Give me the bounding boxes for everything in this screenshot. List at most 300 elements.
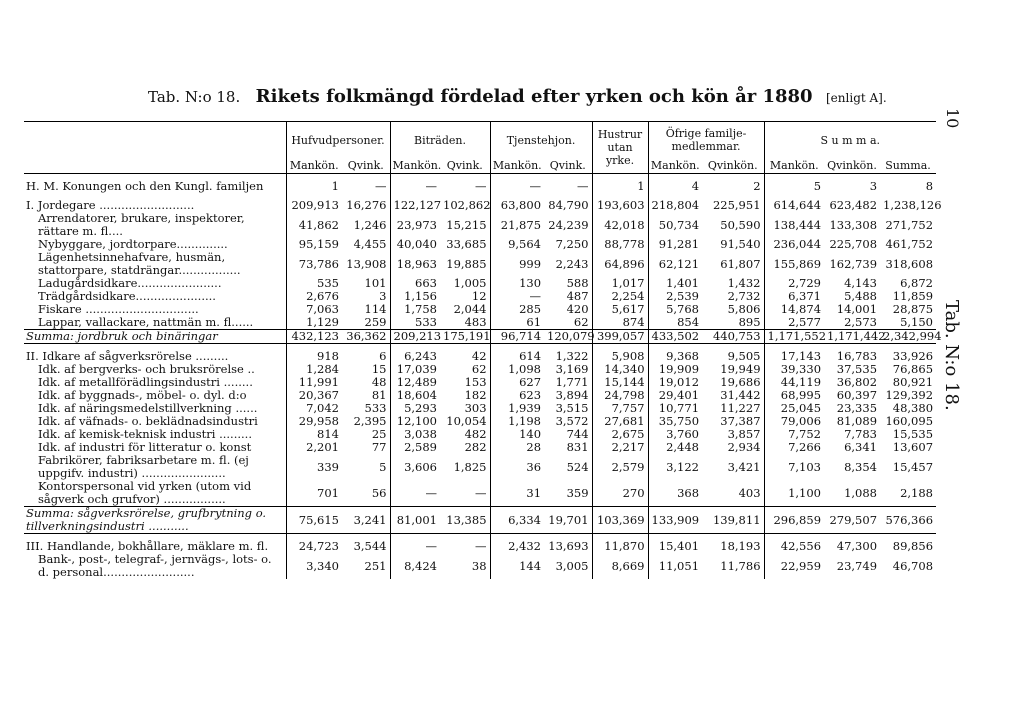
cell-value: 182 — [464, 388, 487, 402]
cell-value: 73,786 — [286, 251, 342, 277]
cell-value: 1,088 — [844, 485, 878, 500]
row-label: Idk. af bergverks- och bruksrörelse .. — [38, 362, 255, 376]
cell-value: 1,771 — [555, 375, 589, 389]
row-label: Idk. af metallförädlingsindustri ........ — [38, 375, 253, 389]
cell-value: 81,089 — [836, 414, 878, 428]
cell-value: 433,502 — [648, 330, 702, 344]
title-note: [enligt A]. — [826, 91, 887, 105]
cell-value: 1,246 — [353, 217, 387, 232]
cell-value: — — [490, 290, 544, 303]
header-hustrur: Hustrur utan yrke. — [592, 122, 648, 174]
cell-value: 2,675 — [592, 428, 648, 441]
cell-value: 359 — [566, 485, 589, 500]
cell-value: 483 — [464, 315, 487, 329]
cell-value: 432,123 — [286, 330, 342, 344]
cell-value: 368 — [648, 480, 702, 507]
cell-value: 339 — [286, 454, 342, 480]
title-main: Rikets folkmängd fördelad efter yrken och kön år 1880 — [255, 86, 813, 107]
cell-value: 3,544 — [353, 539, 387, 553]
cell-value: 7,063 — [286, 303, 342, 316]
cell-value: 12,489 — [390, 376, 440, 389]
cell-value: 102,862 — [443, 198, 491, 212]
row-label: Idk. af väfnads- o. beklädnadsindustri — [38, 414, 258, 428]
cell-value: 1,098 — [490, 363, 544, 376]
cell-value: 2,044 — [453, 302, 487, 316]
cell-value: 8,424 — [390, 553, 440, 579]
cell-value: 36,362 — [342, 330, 390, 344]
cell-value: 7,783 — [844, 427, 878, 441]
cell-value: 285 — [490, 303, 544, 316]
sub-mankon: Mankön. — [490, 158, 544, 174]
cell-value: 89,856 — [892, 539, 934, 553]
cell-value: 4,143 — [844, 276, 878, 290]
sub-mankon: Mankön. — [390, 158, 440, 174]
cell-value: 236,044 — [764, 238, 824, 251]
cell-value: 3,606 — [390, 454, 440, 480]
cell-value: 15,144 — [592, 376, 648, 389]
cell-value: 95,159 — [286, 238, 342, 251]
cell-value: 19,012 — [648, 376, 702, 389]
cell-value: 40,040 — [390, 238, 440, 251]
cell-value: 1,939 — [490, 402, 544, 415]
cell-value: 120,079 — [544, 330, 592, 344]
cell-value: — — [390, 180, 440, 193]
cell-value: 20,367 — [286, 389, 342, 402]
cell-value: 36,802 — [836, 375, 878, 389]
cell-value: 701 — [286, 480, 342, 507]
cell-value: — — [390, 540, 440, 553]
cell-value: 3 — [379, 289, 387, 303]
cell-value: 62 — [573, 315, 589, 329]
cell-value: 29,401 — [648, 389, 702, 402]
cell-value: 28,875 — [892, 302, 934, 316]
sub-qvink: Qvink. — [446, 159, 483, 172]
table-head — [24, 122, 936, 174]
cell-value: 271,752 — [885, 217, 934, 232]
cell-value: 614 — [490, 350, 544, 363]
cell-value: 420 — [566, 302, 589, 316]
cell-value: 63,800 — [490, 199, 544, 212]
cell-value: 533 — [390, 316, 440, 330]
cell-value: 2,188 — [900, 485, 934, 500]
sub-mankon: Mankön. — [764, 158, 824, 174]
cell-value: 37,387 — [720, 414, 761, 428]
cell-value: 6,334 — [490, 507, 544, 534]
cell-value: 28 — [490, 441, 544, 454]
cell-value: — — [375, 179, 387, 193]
cell-value: 1,171,552 — [764, 330, 824, 344]
cell-value: 8,354 — [844, 459, 878, 474]
cell-value: 84,790 — [548, 198, 589, 212]
cell-value: 160,095 — [885, 414, 934, 428]
cell-value: 1,322 — [555, 349, 589, 363]
cell-value: 5,806 — [727, 302, 761, 316]
cell-value: 153 — [464, 375, 487, 389]
cell-value: 3,760 — [648, 428, 702, 441]
cell-value: 27,681 — [592, 415, 648, 428]
cell-value: 79,006 — [764, 415, 824, 428]
sub-qvinkon: Qvinkön. — [827, 159, 877, 172]
cell-value: 3,857 — [727, 427, 761, 441]
cell-value: — — [577, 179, 589, 193]
table-row — [24, 553, 936, 579]
cell-value: 14,001 — [836, 302, 878, 316]
cell-value: 10,054 — [446, 414, 487, 428]
cell-value: 2,934 — [727, 440, 761, 454]
sub-mankon: Mankön. — [286, 158, 342, 174]
cell-value: 42,556 — [764, 540, 824, 553]
cell-value: 6,243 — [390, 350, 440, 363]
cell-value: 251 — [364, 558, 387, 573]
cell-value: 88,778 — [592, 238, 648, 251]
cell-value: 3,515 — [555, 401, 589, 415]
cell-value: 15,401 — [648, 540, 702, 553]
cell-value: 15,457 — [892, 459, 934, 474]
cell-value: 5,293 — [390, 402, 440, 415]
cell-value: 1,238,126 — [883, 198, 942, 212]
cell-value: 2,579 — [592, 454, 648, 480]
cell-value: 3,038 — [390, 428, 440, 441]
cell-value: — — [390, 480, 440, 507]
cell-value: 627 — [490, 376, 544, 389]
cell-value: 81,001 — [390, 507, 440, 534]
cell-value: 533 — [364, 401, 387, 415]
cell-value: 663 — [390, 277, 440, 290]
cell-value: 50,734 — [648, 212, 702, 238]
cell-value: 61,807 — [720, 256, 761, 271]
cell-value: 1,005 — [453, 276, 487, 290]
cell-value: 296,859 — [764, 507, 824, 534]
cell-value: 4,455 — [353, 237, 387, 251]
cell-value: 535 — [286, 277, 342, 290]
cell-value: 75,615 — [286, 507, 342, 534]
cell-value: 48,380 — [892, 401, 934, 415]
row-label: Trädgårdsidkare...................... — [38, 289, 216, 303]
row-label: Summa: sågverksrörelse, grufbrytning o. tillverkningsindustri ........... — [24, 507, 286, 534]
header-hufvud: Hufvudpersoner. — [286, 122, 390, 159]
cell-value: 25 — [371, 427, 387, 441]
row-label: Nybyggare, jordtorpare.............. — [38, 237, 228, 251]
cell-value: 614,644 — [764, 199, 824, 212]
table-title — [148, 86, 887, 107]
cell-value: 2,342,994 — [880, 330, 936, 344]
cell-value: 19,909 — [648, 363, 702, 376]
cell-value: 7,103 — [764, 454, 824, 480]
table-row — [24, 212, 936, 238]
cell-value: 48 — [371, 375, 387, 389]
cell-value: 2,217 — [592, 441, 648, 454]
cell-value: 11,051 — [648, 553, 702, 579]
cell-value: 103,369 — [592, 507, 648, 534]
cell-value: 7,266 — [764, 441, 824, 454]
cell-value: 482 — [464, 427, 487, 441]
cell-value: 11,227 — [720, 401, 761, 415]
cell-value: 91,281 — [648, 238, 702, 251]
cell-value: 831 — [566, 440, 589, 454]
cell-value: 24,239 — [548, 217, 589, 232]
cell-value: 11,859 — [892, 289, 934, 303]
cell-value: 38 — [471, 558, 487, 573]
cell-value: 282 — [464, 440, 487, 454]
cell-value: 41,862 — [286, 212, 342, 238]
cell-value: 1,171,442 — [824, 330, 880, 344]
cell-value: 15,535 — [892, 427, 934, 441]
cell-value: 139,811 — [702, 507, 764, 534]
cell-value: 218,804 — [648, 199, 702, 212]
cell-value: 588 — [566, 276, 589, 290]
cell-value: 4 — [648, 180, 702, 193]
cell-value: 6,341 — [844, 440, 878, 454]
cell-value: 19,885 — [446, 256, 487, 271]
cell-value: 3,894 — [555, 388, 589, 402]
cell-value: 209,213 — [390, 330, 440, 344]
header-ofriga: Öfrige familje-medlemmar. — [648, 122, 764, 159]
cell-value: 2,243 — [555, 256, 589, 271]
cell-value: 6,872 — [900, 276, 934, 290]
cell-value: 37,535 — [836, 362, 878, 376]
cell-value: 623 — [490, 389, 544, 402]
cell-value: 623,482 — [829, 198, 878, 212]
cell-value: 24,798 — [592, 389, 648, 402]
table-row — [24, 454, 936, 480]
cell-value: 8,669 — [592, 553, 648, 579]
cell-value: 2,201 — [286, 441, 342, 454]
cell-value: — — [475, 539, 487, 553]
row-label: Arrendatorer, brukare, inspektorer, rättare m. fl.... — [38, 211, 245, 238]
cell-value: 24,723 — [286, 540, 342, 553]
cell-value: 259 — [364, 315, 387, 329]
cell-value: 576,366 — [880, 507, 936, 534]
cell-value: 39,330 — [764, 363, 824, 376]
cell-value: 21,875 — [490, 212, 544, 238]
row-label: II. Idkare af sågverksrörelse ......... — [26, 349, 229, 363]
cell-value: 744 — [566, 427, 589, 441]
cell-value: — — [475, 179, 487, 193]
table-row — [24, 251, 936, 277]
sub-qvink: Qvink. — [549, 159, 586, 172]
row-label: Fabrikörer, fabriksarbetare m. fl. (ej uppgifv. industri) ....................... — [38, 453, 249, 480]
cell-value: 1,100 — [764, 480, 824, 507]
cell-value: 918 — [286, 350, 342, 363]
cell-value: 114 — [364, 302, 387, 316]
cell-value: 60,397 — [836, 388, 878, 402]
cell-value: 138,444 — [764, 212, 824, 238]
cell-value: 399,057 — [592, 330, 648, 344]
cell-value: 2,589 — [390, 441, 440, 454]
cell-value: 9,564 — [490, 238, 544, 251]
cell-value: 1,758 — [390, 303, 440, 316]
row-label: Idk. af byggnads-, möbel- o. dyl. d:o — [38, 388, 247, 402]
cell-value: 42,018 — [592, 212, 648, 238]
cell-value: 2,254 — [592, 290, 648, 303]
cell-value: 1,156 — [390, 290, 440, 303]
cell-value: 19,701 — [544, 507, 592, 534]
cell-value: 3,340 — [286, 553, 342, 579]
cell-value: 2,676 — [286, 290, 342, 303]
cell-value: 23,335 — [836, 401, 878, 415]
cell-value: 7,042 — [286, 402, 342, 415]
cell-value: 14,340 — [592, 363, 648, 376]
row-label: Fiskare ............................... — [38, 302, 199, 316]
cell-value: 15,215 — [446, 217, 487, 232]
cell-value: 19,686 — [720, 375, 761, 389]
cell-value: 23,973 — [390, 212, 440, 238]
cell-value: 25,045 — [764, 402, 824, 415]
cell-value: 1,284 — [286, 363, 342, 376]
cell-value: 11,786 — [720, 558, 761, 573]
cell-value: 33,685 — [446, 237, 487, 251]
cell-value: 9,368 — [648, 350, 702, 363]
cell-value: 1,198 — [490, 415, 544, 428]
cell-value: 13,607 — [892, 440, 934, 454]
header-summa: S u m m a. — [764, 122, 936, 159]
cell-value: 33,926 — [892, 349, 934, 363]
cell-value: 31 — [490, 480, 544, 507]
cell-value: 7,757 — [592, 402, 648, 415]
cell-value: 8 — [925, 179, 934, 193]
cell-value: 23,749 — [836, 558, 878, 573]
row-label: Idk. af näringsmedelstillverkning ...... — [38, 401, 258, 415]
cell-value: 1 — [592, 180, 648, 193]
cell-value: 193,603 — [592, 199, 648, 212]
cell-value: 5,768 — [648, 303, 702, 316]
cell-value: 16,276 — [346, 198, 387, 212]
table-row — [24, 316, 936, 330]
cell-value: 279,507 — [824, 507, 880, 534]
cell-value: 91,540 — [720, 237, 761, 251]
cell-value: 2,577 — [764, 316, 824, 330]
cell-value: 144 — [490, 553, 544, 579]
row-label: Bank-, post-, telegraf-, jernvägs-, lots- o. d. personal......................... — [38, 552, 272, 579]
cell-value: 3,572 — [555, 414, 589, 428]
cell-value: 62,121 — [648, 251, 702, 277]
table-number: Tab. N:o 18. — [148, 88, 241, 106]
cell-value: 101 — [364, 276, 387, 290]
cell-value: 209,913 — [286, 199, 342, 212]
row-label: H. M. Konungen och den Kungl. familjen — [26, 179, 264, 193]
row-label: Lappar, vallackare, nattmän m. fl...... — [38, 315, 254, 329]
cell-value: 3,005 — [555, 558, 589, 573]
cell-value: 13,908 — [346, 256, 387, 271]
cell-value: 5 — [764, 180, 824, 193]
page-number: 10 — [943, 108, 962, 129]
cell-value: 31,442 — [720, 388, 761, 402]
cell-value: 13,693 — [548, 539, 589, 553]
cell-value: 81 — [371, 388, 387, 402]
cell-value: 130 — [490, 277, 544, 290]
cell-value: 18,604 — [390, 389, 440, 402]
cell-value: 6,371 — [764, 290, 824, 303]
cell-value: 2,395 — [353, 414, 387, 428]
cell-value: 5,488 — [844, 289, 878, 303]
cell-value: 122,127 — [390, 199, 440, 212]
cell-value: 1,825 — [453, 459, 487, 474]
cell-value: 2 — [753, 179, 761, 193]
cell-value: 461,752 — [885, 237, 934, 251]
cell-value: 13,385 — [440, 507, 490, 534]
cell-value: 874 — [592, 316, 648, 330]
cell-value: 133,909 — [648, 507, 702, 534]
cell-value: 854 — [648, 316, 702, 330]
cell-value: — — [475, 485, 487, 500]
cell-value: 1,129 — [286, 316, 342, 330]
header-tjenstehjon: Tjenstehjon. — [490, 122, 592, 159]
cell-value: 62 — [471, 362, 487, 376]
cell-value: 47,300 — [836, 539, 878, 553]
cell-value: 129,392 — [885, 388, 934, 402]
sub-mankon: Mankön. — [648, 158, 702, 174]
cell-value: 524 — [566, 459, 589, 474]
cell-value: 10,771 — [648, 402, 702, 415]
cell-value: 9,505 — [727, 349, 761, 363]
cell-value: 12 — [471, 289, 487, 303]
cell-value: 2,573 — [844, 315, 878, 329]
cell-value: 18,963 — [390, 251, 440, 277]
cell-value: 303 — [464, 401, 487, 415]
cell-value: — — [490, 180, 544, 193]
row-label: Idk. af industri för litteratur o. konst — [38, 440, 252, 454]
cell-value: 6 — [379, 349, 387, 363]
cell-value: 3,122 — [648, 454, 702, 480]
table-body — [24, 174, 942, 580]
cell-value: 42 — [471, 349, 487, 363]
cell-value: 270 — [592, 480, 648, 507]
cell-value: 318,608 — [885, 256, 934, 271]
cell-value: 1 — [286, 180, 342, 193]
cell-value: 3 — [869, 179, 878, 193]
cell-value: 22,959 — [764, 553, 824, 579]
cell-value: 36 — [490, 454, 544, 480]
cell-value: 80,921 — [892, 375, 934, 389]
cell-value: 1,401 — [648, 277, 702, 290]
sub-qvinkon: Qvinkön. — [707, 159, 758, 172]
cell-value: 50,590 — [720, 217, 761, 232]
cell-value: 56 — [371, 485, 387, 500]
cell-value: 7,250 — [555, 237, 589, 251]
cell-value: 5,908 — [592, 350, 648, 363]
cell-value: 2,432 — [490, 540, 544, 553]
row-label: Lägenhetsinnehafvare, husmän, stattorpare, statdrängar................. — [38, 250, 241, 277]
cell-value: 2,448 — [648, 441, 702, 454]
cell-value: 140 — [490, 428, 544, 441]
cell-value: 46,708 — [892, 558, 934, 573]
cell-value: 155,869 — [764, 251, 824, 277]
cell-value: 3,169 — [555, 362, 589, 376]
cell-value: 895 — [738, 315, 761, 329]
cell-value: 1,017 — [592, 277, 648, 290]
cell-value: 12,100 — [390, 415, 440, 428]
cell-value: 35,750 — [648, 415, 702, 428]
sub-qvink: Qvink. — [347, 159, 384, 172]
cell-value: 14,874 — [764, 303, 824, 316]
cell-value: 5,150 — [900, 315, 934, 329]
cell-value: 77 — [371, 440, 387, 454]
cell-value: 15 — [371, 362, 387, 376]
cell-value: 225,951 — [712, 198, 761, 212]
cell-value: 64,896 — [592, 251, 648, 277]
cell-value: 162,739 — [829, 256, 878, 271]
cell-value: 999 — [490, 251, 544, 277]
row-label: Kontorspersonal vid yrken (utom vid sågverk och grufvor) ................. — [38, 479, 252, 506]
cell-value: 3,421 — [727, 459, 761, 474]
summa-row — [24, 330, 936, 344]
cell-value: 5,617 — [592, 303, 648, 316]
row-label: I. Jordegare .......................... — [26, 198, 195, 212]
cell-value: 1,432 — [727, 276, 761, 290]
cell-value: 5 — [379, 459, 387, 474]
cell-value: 440,753 — [702, 330, 764, 344]
cell-value: 2,729 — [764, 277, 824, 290]
